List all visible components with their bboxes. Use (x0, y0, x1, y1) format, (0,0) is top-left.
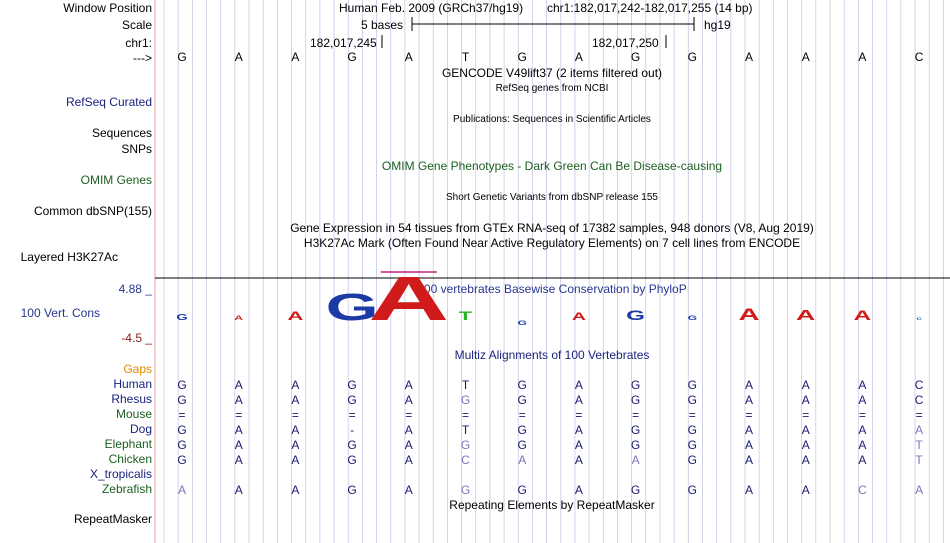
alignment-base: = (461, 408, 470, 422)
alignment-base: A (858, 378, 867, 392)
alignment-base: G (687, 393, 697, 407)
alignment-base: C (461, 453, 470, 467)
alignment-base: G (517, 393, 527, 407)
alignment-base: G (517, 378, 527, 392)
phylop-logo-base: A (234, 314, 244, 323)
alignment-base: A (234, 453, 243, 467)
cons-max-value: 4.88 _ (118, 282, 152, 296)
alignment-base: G (630, 483, 641, 497)
alignment-base: G (177, 453, 187, 467)
alignment-base: = (802, 408, 810, 422)
phylop-logo-base: A (853, 308, 872, 324)
coordinate-label-1: 182,017,245 (310, 36, 377, 50)
phylop-logo-base: G (517, 319, 527, 328)
sequences-track-label[interactable]: Sequences (91, 126, 152, 140)
alignment-base: A (744, 438, 754, 452)
alignment-base: A (574, 483, 583, 497)
phylop-logo-base: A (571, 311, 586, 323)
gencode-track-title[interactable]: GENCODE V49lift37 (2 items filtered out) (441, 66, 663, 80)
reference-base: A (858, 50, 867, 64)
alignment-base: A (234, 438, 243, 452)
alignment-base: G (347, 483, 357, 497)
alignment-base: A (574, 423, 583, 437)
phylop-logo-base: A (287, 309, 304, 323)
alignment-base: A (234, 423, 243, 437)
h3k27ac-track-label[interactable]: Layered H3K27Ac (20, 250, 118, 264)
phylop-logo-base: G (325, 285, 379, 329)
alignment-base: A (404, 423, 413, 437)
alignment-base: A (915, 423, 924, 437)
alignment-base: G (687, 438, 697, 452)
alignment-base: A (858, 438, 867, 452)
species-label[interactable]: Zebrafish (101, 482, 152, 496)
alignment-base: = (405, 408, 413, 422)
alignment-base: A (574, 453, 583, 467)
alignment-base: G (630, 378, 641, 392)
reference-base: A (801, 50, 810, 64)
alignment-base: A (574, 393, 583, 407)
strand-arrow[interactable]: ---> (133, 51, 152, 65)
reference-base: A (574, 50, 583, 64)
reference-base: A (234, 50, 243, 64)
alignment-base: A (801, 378, 810, 392)
alignment-base: G (347, 438, 357, 452)
alignment-base: G (177, 378, 187, 392)
phylop-logo-base: G (687, 314, 698, 323)
alignment-base: A (574, 378, 583, 392)
snps-track-label[interactable]: SNPs (121, 142, 152, 156)
alignment-base: A (631, 453, 640, 467)
alignment-base: A (291, 453, 300, 467)
alignment-base: G (687, 378, 697, 392)
alignment-base: A (291, 438, 300, 452)
alignment-base: A (177, 483, 187, 497)
alignment-base: T (461, 378, 470, 392)
phylop-logo-base: A (368, 264, 450, 334)
alignment-base: G (517, 483, 527, 497)
alignment-base: G (630, 393, 641, 407)
alignment-base: G (630, 438, 641, 452)
alignment-base: = (348, 408, 356, 422)
reference-base: G (347, 50, 357, 64)
alignment-base: A (234, 393, 243, 407)
phylop-logo-base: C (916, 317, 922, 322)
alignment-base: = (858, 408, 866, 422)
phylop-logo-base: A (738, 305, 760, 324)
alignment-base: A (234, 483, 243, 497)
alignment-base: G (177, 393, 187, 407)
alignment-base: = (178, 408, 186, 422)
alignment-base: A (744, 483, 754, 497)
alignment-base: C (858, 483, 867, 497)
alignment-base: A (801, 423, 810, 437)
species-label[interactable]: Chicken (108, 452, 152, 466)
alignment-base: G (347, 378, 357, 392)
alignment-base: A (744, 378, 754, 392)
alignment-base: A (744, 423, 754, 437)
scale-text: 5 bases (361, 18, 404, 32)
alignment-base: A (801, 393, 810, 407)
cons-track-title[interactable]: 100 vertebrates Basewise Conservation by PhyloP (417, 282, 687, 296)
alignment-base: G (460, 393, 471, 407)
phylop-logo-base: A (796, 306, 816, 324)
alignment-base: G (687, 483, 697, 497)
alignment-base: A (858, 393, 867, 407)
alignment-base: A (291, 423, 300, 437)
reference-base: G (517, 50, 527, 64)
alignment-base: G (177, 423, 187, 437)
alignment-base: = (291, 408, 299, 422)
omim-track-label[interactable]: OMIM Genes (80, 173, 152, 187)
alignment-base: A (234, 378, 243, 392)
alignment-base: A (291, 483, 300, 497)
alignment-base: A (801, 453, 810, 467)
alignment-base: T (915, 453, 923, 467)
species-label[interactable]: Human (113, 377, 152, 391)
alignment-base: C (914, 393, 924, 407)
omim-track-title[interactable]: OMIM Gene Phenotypes - Dark Green Can Be Disease-causing (381, 159, 723, 173)
reference-base: C (914, 50, 924, 64)
alignment-base: G (460, 483, 471, 497)
species-label[interactable]: Rhesus (111, 392, 152, 406)
alignment-base: A (404, 483, 413, 497)
alignment-base: A (801, 438, 810, 452)
alignment-base: A (404, 438, 413, 452)
alignment-base: G (687, 453, 697, 467)
phylop-logo-base: G (626, 308, 646, 324)
alignment-base: T (461, 423, 470, 437)
alignment-base: = (688, 408, 696, 422)
alignment-base: G (177, 438, 187, 452)
species-label[interactable]: X_tropicalis (89, 467, 152, 481)
species-label[interactable]: Mouse (115, 407, 152, 421)
alignment-base: G (630, 423, 641, 437)
repeatmasker-track-label[interactable]: RepeatMasker (73, 512, 152, 526)
alignment-base: A (404, 453, 413, 467)
publications-track-title[interactable]: Publications: Sequences in Scientific Articles (453, 114, 651, 125)
alignment-base: A (915, 483, 924, 497)
alignment-base: A (801, 483, 810, 497)
alignment-base: = (235, 408, 243, 422)
alignment-base: G (517, 438, 527, 452)
dbsnp-track-label[interactable]: Common dbSNP(155) (33, 204, 152, 218)
reference-base: A (404, 50, 413, 64)
window-position-label: Window Position (63, 1, 152, 15)
gaps-track-label[interactable]: Gaps (123, 362, 152, 376)
cons-track-label[interactable]: 100 Vert. Cons (20, 306, 100, 320)
alignment-base: A (744, 393, 754, 407)
alignment-base: A (574, 438, 583, 452)
chr-label: chr1: (125, 36, 152, 50)
alignment-base: = (575, 408, 583, 422)
assembly-title: Human Feb. 2009 (GRCh37/hg19) (339, 1, 524, 15)
species-label[interactable]: Elephant (104, 437, 152, 451)
alignment-base: G (460, 438, 471, 452)
gtex-track-title[interactable]: Gene Expression in 54 tissues from GTEx RNA-seq of 17382 samples, 948 donors (V8, Aug 2019) (290, 221, 814, 235)
alignment-base: G (517, 423, 527, 437)
refseq-track-label[interactable]: RefSeq Curated (65, 95, 152, 109)
scale-label: Scale (121, 18, 152, 32)
position-text[interactable]: chr1:182,017,242-182,017,255 (14 bp) (547, 1, 753, 15)
phylop-logo-base: G (176, 313, 188, 323)
alignment-base: = (745, 408, 753, 422)
reference-base: G (687, 50, 697, 64)
alignment-base: = (518, 408, 526, 422)
alignment-base: A (404, 378, 413, 392)
alignment-base: A (291, 378, 300, 392)
alignment-base: - (350, 423, 355, 437)
h3k27ac-track-title[interactable]: H3K27Ac Mark (Often Found Near Active Regulatory Elements) on 7 cell lines from ENCODE (303, 236, 801, 250)
reference-base: G (630, 50, 641, 64)
alignment-base: A (858, 423, 867, 437)
alignment-base: C (914, 378, 924, 392)
reference-base: A (744, 50, 754, 64)
alignment-base: A (518, 453, 527, 467)
reference-base: G (177, 50, 187, 64)
reference-base: A (291, 50, 300, 64)
db-label: hg19 (704, 18, 731, 32)
alignment-base: A (404, 393, 413, 407)
phylop-logo-base: T (458, 309, 473, 323)
reference-base: T (461, 50, 470, 64)
refseq-track-title[interactable]: RefSeq genes from NCBI (495, 83, 609, 94)
multiz-track-title[interactable]: Multiz Alignments of 100 Vertebrates (454, 348, 650, 362)
alignment-base: G (347, 393, 357, 407)
repeatmasker-track-title[interactable]: Repeating Elements by RepeatMasker (449, 498, 655, 512)
alignment-base: = (632, 408, 640, 422)
alignment-base: G (687, 423, 697, 437)
alignment-base: A (291, 393, 300, 407)
coordinate-label-2: 182,017,250 (592, 36, 659, 50)
species-label[interactable]: Dog (129, 422, 152, 436)
alignment-base: G (347, 453, 357, 467)
alignment-base: T (915, 438, 923, 452)
cons-min-value: -4.5 _ (121, 331, 152, 345)
alignment-base: A (858, 453, 867, 467)
alignment-base: = (915, 408, 923, 422)
dbsnp-track-title[interactable]: Short Genetic Variants from dbSNP release 155 (446, 192, 658, 203)
alignment-base: A (744, 453, 754, 467)
